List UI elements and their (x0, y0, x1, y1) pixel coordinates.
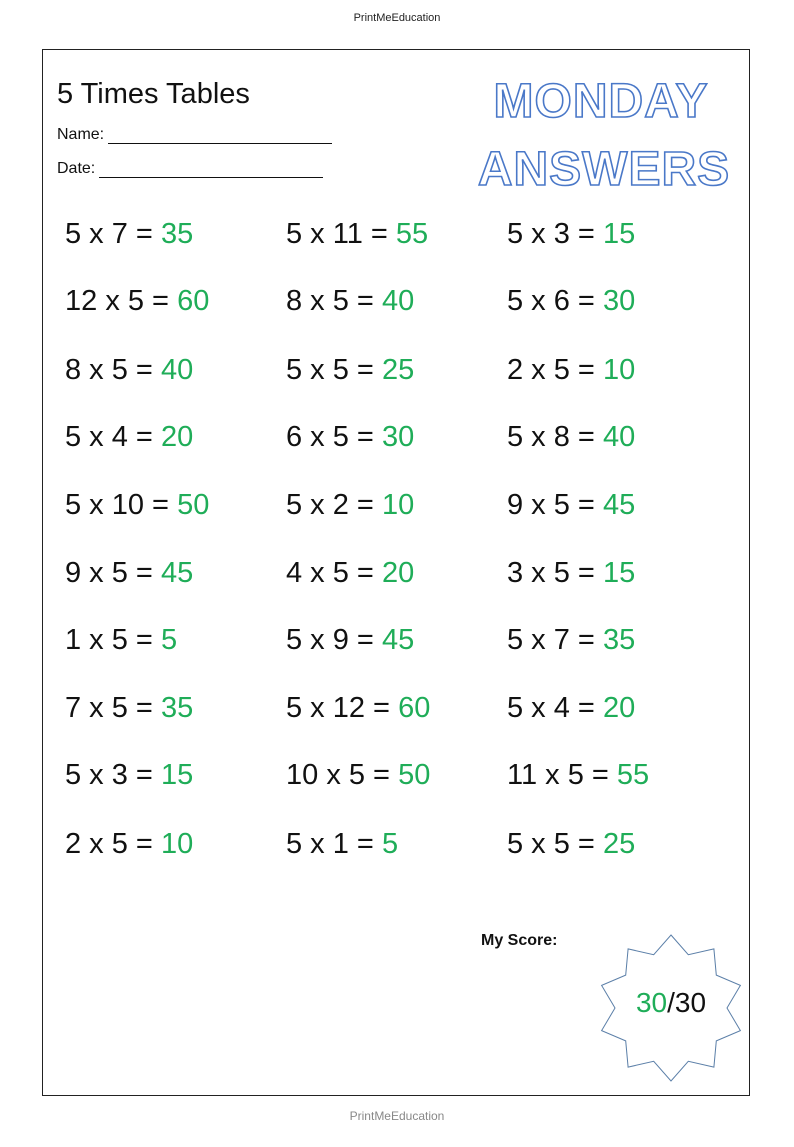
problem-answer: 15 (160, 759, 194, 791)
name-line (108, 127, 332, 144)
problem-question: 5 x 1 = (286, 828, 374, 860)
problem (65, 285, 209, 318)
problem-question: 11 x 5 = (507, 759, 609, 791)
problem (507, 285, 635, 318)
problem-answer: 45 (602, 489, 636, 521)
problem-question: 5 x 4 = (507, 692, 595, 724)
problem (286, 218, 428, 251)
problem (286, 489, 414, 522)
footer-brand: PrintMeEducation (349, 1109, 445, 1123)
problem-answer: 50 (398, 759, 431, 791)
problem-question: 5 x 3 = (507, 218, 595, 250)
problem (65, 489, 209, 522)
problem (286, 421, 414, 454)
problem (507, 759, 649, 792)
problem (65, 557, 193, 590)
problem (286, 828, 398, 861)
problem (286, 624, 414, 657)
date-field (57, 160, 323, 178)
name-label: Name: (57, 126, 105, 143)
problem (65, 624, 177, 657)
problem (507, 557, 635, 590)
problem-question: 1 x 5 = (65, 624, 153, 656)
problem-answer: 40 (160, 354, 194, 386)
problem-answer: 35 (160, 218, 194, 250)
problem-question: 2 x 5 = (507, 354, 595, 386)
problem-answer: 55 (616, 759, 650, 791)
problem (65, 828, 193, 861)
problem-answer: 25 (602, 828, 636, 860)
problem (65, 759, 193, 792)
problem-question: 3 x 5 = (507, 557, 595, 589)
problem-answer: 15 (602, 557, 636, 589)
stamp-answers: ANSWERS (477, 143, 731, 190)
problem-question: 8 x 5 = (286, 285, 374, 317)
problem-answer: 45 (160, 557, 194, 589)
problem-question: 5 x 10 = (65, 489, 169, 521)
date-label: Date: (57, 160, 96, 177)
problem-question: 5 x 11 = (286, 218, 388, 250)
problem-question: 5 x 2 = (286, 489, 374, 521)
problem (65, 421, 193, 454)
problem (65, 354, 193, 387)
problem-answer: 20 (381, 557, 415, 589)
score-total: /30 (667, 987, 707, 1018)
problem (507, 354, 635, 387)
problem (507, 828, 635, 861)
score-label: My Score: (481, 932, 558, 949)
problem-question: 5 x 7 = (65, 218, 153, 250)
problem (507, 692, 635, 725)
problem-question: 9 x 5 = (65, 557, 153, 589)
problem-question: 5 x 5 = (507, 828, 595, 860)
problem-question: 6 x 5 = (286, 421, 374, 453)
problem-answer: 40 (602, 421, 636, 453)
problem-question: 8 x 5 = (65, 354, 153, 386)
problem-question: 5 x 5 = (286, 354, 374, 386)
problem-answer: 20 (160, 421, 194, 453)
score-got: 30 (635, 987, 668, 1018)
name-field (57, 126, 332, 144)
problem-answer: 25 (381, 354, 415, 386)
date-line (99, 161, 323, 178)
problem-answer: 35 (602, 624, 636, 656)
problem (286, 354, 414, 387)
problem (507, 624, 635, 657)
problem-question: 7 x 5 = (65, 692, 153, 724)
stamp-day: MONDAY (493, 75, 709, 128)
header-brand: PrintMeEducation (353, 12, 441, 24)
problem-question: 9 x 5 = (507, 489, 595, 521)
problem-question: 2 x 5 = (65, 828, 153, 860)
problem (286, 285, 414, 318)
problem-answer: 35 (160, 692, 194, 724)
problem-question: 4 x 5 = (286, 557, 374, 589)
problem-answer: 55 (395, 218, 429, 250)
problem-answer: 40 (381, 285, 415, 317)
problem-question: 5 x 12 = (286, 692, 390, 724)
worksheet-title: 5 Times Tables (57, 78, 250, 110)
problem-answer: 30 (381, 421, 415, 453)
problem-question: 10 x 5 = (286, 759, 390, 791)
problem-answer: 30 (602, 285, 636, 317)
worksheet (42, 49, 750, 1096)
problem-answer: 20 (602, 692, 636, 724)
problem-answer: 60 (398, 692, 431, 724)
problem (286, 759, 430, 792)
problem (286, 692, 430, 725)
problem-answer: 10 (602, 354, 636, 386)
problem (507, 218, 635, 251)
problem-answer: 10 (160, 828, 194, 860)
problem-question: 5 x 8 = (507, 421, 595, 453)
problem-question: 5 x 7 = (507, 624, 595, 656)
problem-answer: 15 (602, 218, 636, 250)
problem-question: 5 x 3 = (65, 759, 153, 791)
problem-answer: 50 (177, 489, 210, 521)
problem-answer: 5 (160, 624, 178, 656)
problem (507, 421, 635, 454)
answers-stamp (463, 60, 753, 190)
problem (286, 557, 414, 590)
problem (65, 692, 193, 725)
problem-answer: 10 (381, 489, 415, 521)
problem-answer: 5 (381, 828, 399, 860)
problem-answer: 60 (177, 285, 210, 317)
problem (507, 489, 635, 522)
problem (65, 218, 193, 251)
problem-question: 5 x 6 = (507, 285, 595, 317)
problem-question: 12 x 5 = (65, 285, 169, 317)
problem-answer: 45 (381, 624, 415, 656)
score-value (595, 987, 747, 1019)
problem-question: 5 x 9 = (286, 624, 374, 656)
problem-question: 5 x 4 = (65, 421, 153, 453)
